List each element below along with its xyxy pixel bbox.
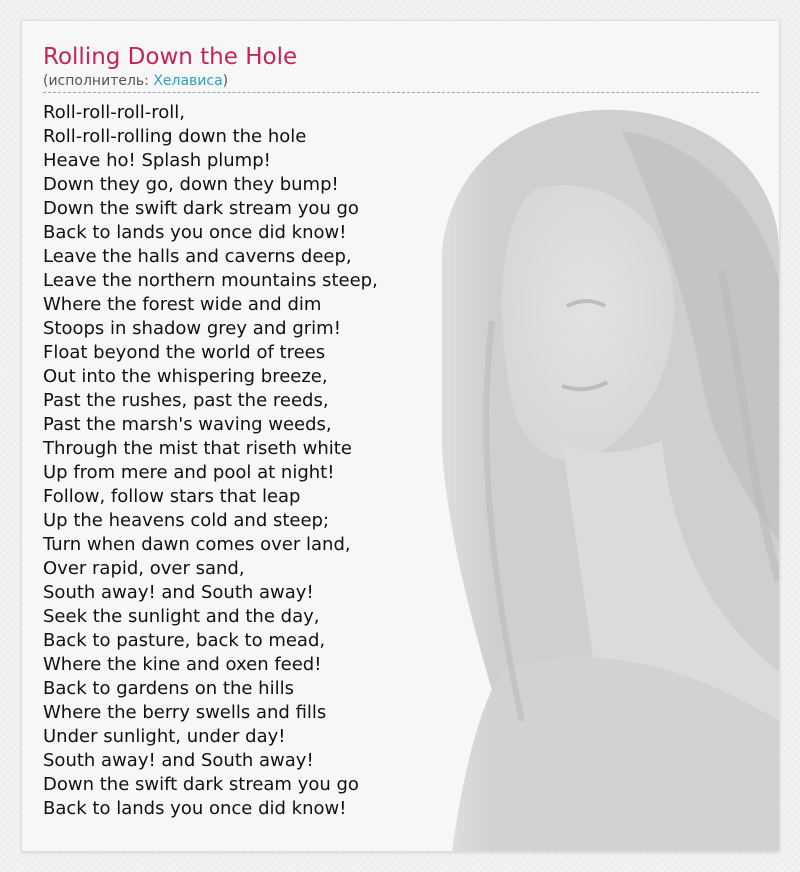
performer-close: ) (222, 73, 229, 89)
lyric-line: South away! and South away! (43, 582, 314, 603)
lyric-line: Heave ho! Splash plump! (43, 150, 271, 171)
lyric-line: Seek the sunlight and the day, (43, 606, 320, 627)
lyric-line: Up from mere and pool at night! (43, 462, 335, 483)
lyric-line: Leave the halls and caverns deep, (43, 246, 352, 267)
lyric-line: Float beyond the world of trees (43, 342, 326, 363)
lyric-line: Over rapid, over sand, (43, 558, 245, 579)
lyric-line: Back to pasture, back to mead, (43, 630, 326, 651)
lyric-line: Down they go, down they bump! (43, 174, 339, 195)
lyrics-card (21, 20, 780, 852)
lyric-line: Down the swift dark stream you go (43, 198, 359, 219)
lyric-line: South away! and South away! (43, 750, 314, 771)
lyric-line: Out into the whispering breeze, (43, 366, 328, 387)
lyric-line: Where the forest wide and dim (43, 294, 322, 315)
lyric-line: Under sunlight, under day! (43, 726, 286, 747)
lyric-line: Roll-roll-rolling down the hole (43, 126, 307, 147)
lyric-line: Follow, follow stars that leap (43, 486, 301, 507)
lyric-line: Back to gardens on the hills (43, 678, 294, 699)
lyric-line: Leave the northern mountains steep, (43, 270, 378, 291)
lyric-line: Where the kine and oxen feed! (43, 654, 322, 675)
lyric-line: Roll-roll-roll-roll, (43, 102, 185, 123)
performer-label: (исполнитель: (43, 73, 154, 89)
lyric-line: Up the heavens cold and steep; (43, 510, 330, 531)
song-title: Rolling Down the Hole (43, 44, 298, 70)
lyric-line: Down the swift dark stream you go (43, 774, 359, 795)
lyric-line: Back to lands you once did know! (43, 798, 347, 819)
lyric-line: Through the mist that riseth white (43, 438, 352, 459)
lyric-line: Back to lands you once did know! (43, 222, 347, 243)
lyric-line: Past the marsh's waving weeds, (43, 414, 332, 435)
lyric-line: Past the rushes, past the reeds, (43, 390, 329, 411)
title-divider (43, 92, 759, 93)
lyric-line: Stoops in shadow grey and grim! (43, 318, 341, 339)
song-content (43, 43, 759, 821)
lyric-line: Turn when dawn comes over land, (43, 534, 351, 555)
lyric-line: Where the berry swells and fills (43, 702, 327, 723)
performer-link[interactable]: Хелависа (153, 73, 223, 89)
lyrics-text (43, 101, 759, 821)
performer-line (43, 72, 759, 90)
